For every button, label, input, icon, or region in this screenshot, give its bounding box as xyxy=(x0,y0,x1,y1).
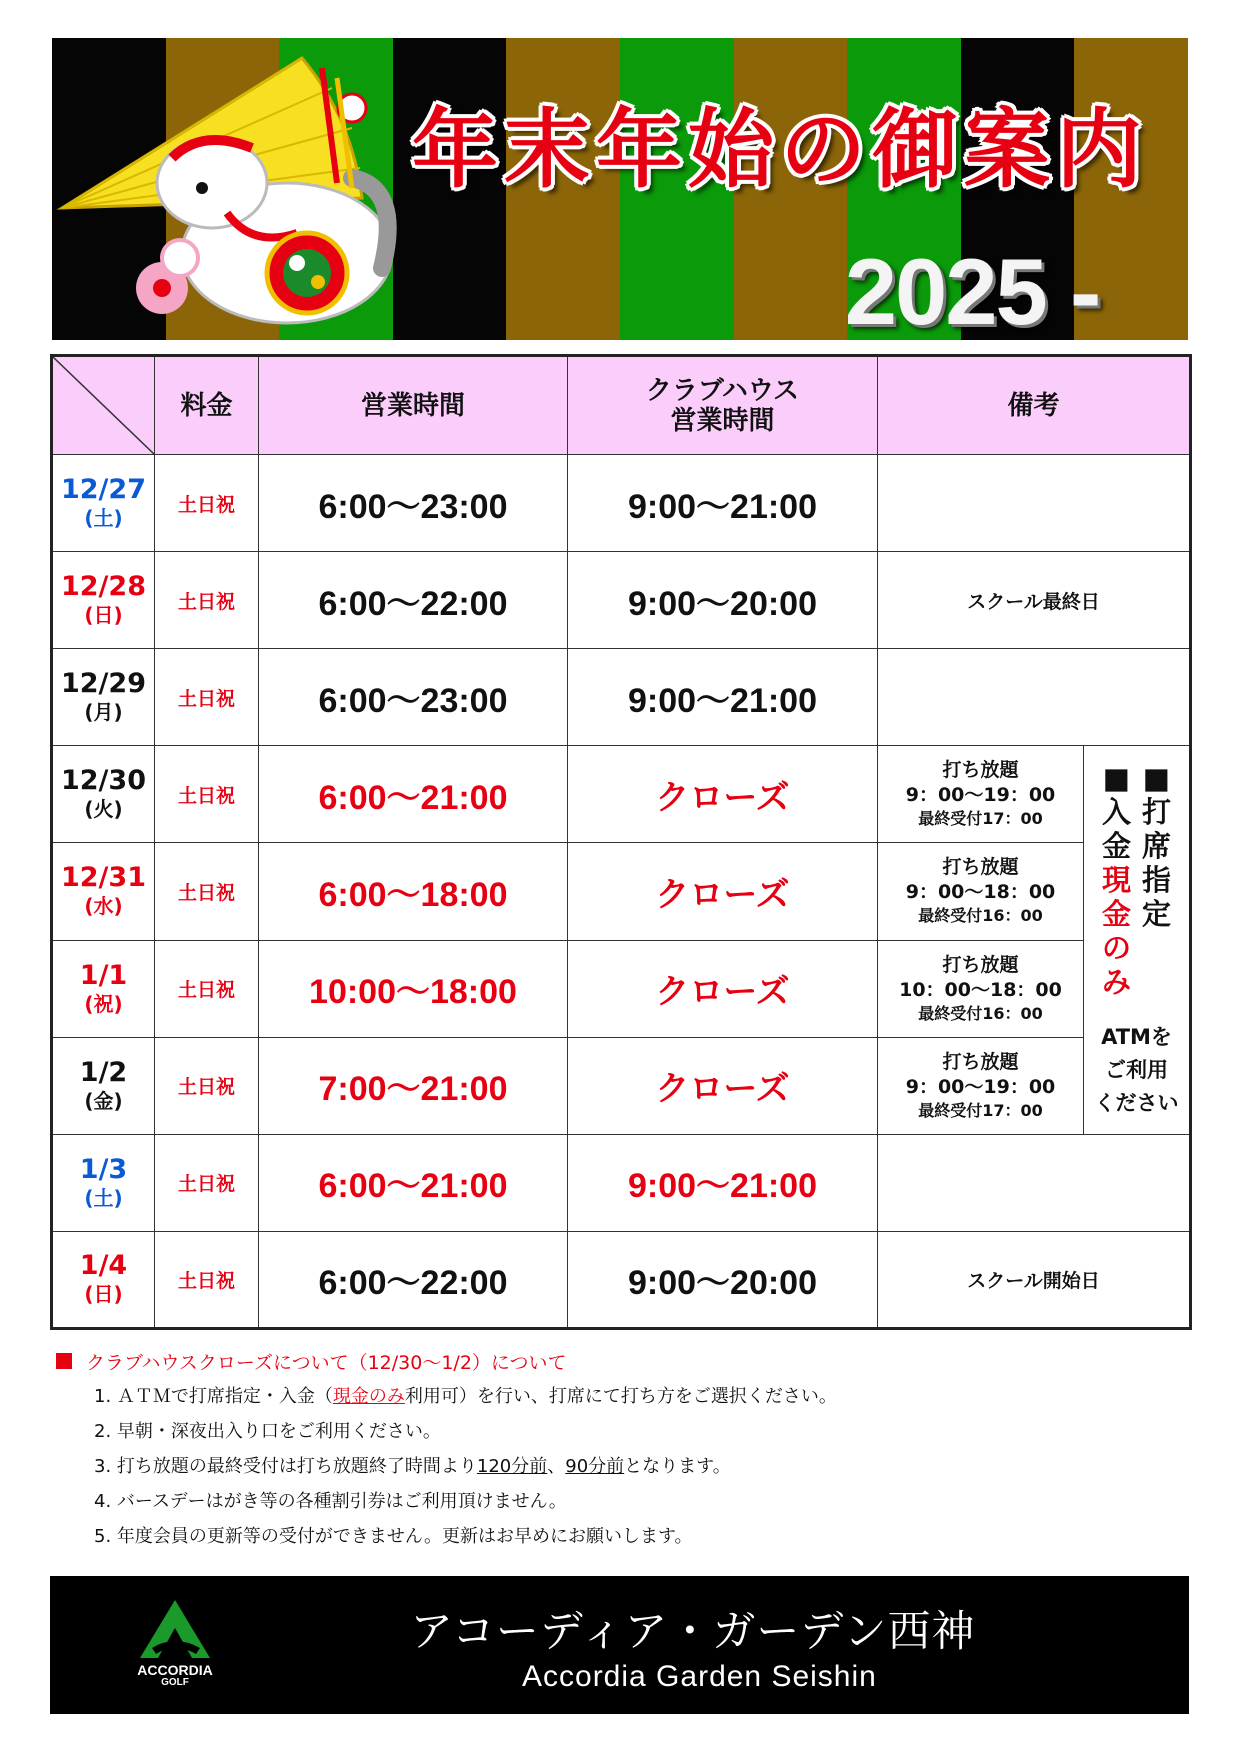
schedule-table xyxy=(50,354,1192,1330)
square-bullet-icon: ■ xyxy=(1102,760,1131,795)
table-row xyxy=(52,1037,1191,1134)
date-cell xyxy=(52,1037,155,1134)
remarks-cell xyxy=(878,455,1191,552)
date-text: 1/1 xyxy=(79,959,128,991)
table-row xyxy=(52,746,1191,843)
clubhouse-cell: 9:00〜21:00 xyxy=(568,455,878,552)
side-char: 指 xyxy=(1141,862,1171,897)
side-char: 席 xyxy=(1141,828,1171,863)
day-text: (日) xyxy=(84,1282,123,1307)
fee-cell: 土日祝 xyxy=(155,1231,259,1328)
notes-list xyxy=(94,1379,1186,1554)
note-item-4: 4. バースデーはがき等の各種割引券はご利用頂けません。 xyxy=(94,1491,567,1512)
buffet-time: 9：00〜19：00 xyxy=(905,784,1056,807)
fee-cell: 土日祝 xyxy=(155,1134,259,1231)
fee-cell: 土日祝 xyxy=(155,940,259,1037)
buffet-title: 打ち放題 xyxy=(942,856,1019,879)
buffet-time: 9：00〜19：00 xyxy=(905,1075,1056,1098)
side-char: 金 xyxy=(1101,828,1131,863)
remarks-cell: スクール開始日 xyxy=(878,1231,1191,1328)
day-text: (月) xyxy=(84,700,123,725)
clubhouse-cell: 9:00〜20:00 xyxy=(568,1231,878,1328)
date-cell xyxy=(52,649,155,746)
note-1-cash-only: 現金のみ xyxy=(332,1386,405,1407)
date-cell xyxy=(52,746,155,843)
note-item-5: 5. 年度会員の更新等の受付ができません。更新はお早めにお願いします。 xyxy=(94,1526,693,1547)
note-item-3 xyxy=(94,1449,1186,1484)
table-row xyxy=(52,455,1191,552)
banner-years: 2025 - xyxy=(844,239,1100,340)
table-row xyxy=(52,843,1191,940)
buffet-last-entry: 最終受付16：00 xyxy=(918,1003,1043,1023)
side-char-red: の xyxy=(1101,930,1131,965)
table-header-row xyxy=(52,356,1191,455)
buffet-cell xyxy=(878,940,1084,1037)
hours-cell: 7:00〜21:00 xyxy=(259,1037,568,1134)
note-item-2: 2. 早朝・深夜出入り口をご利用ください。 xyxy=(94,1421,441,1442)
hours-cell: 6:00〜21:00 xyxy=(259,746,568,843)
buffet-cell xyxy=(878,746,1084,843)
day-text: (金) xyxy=(84,1088,123,1113)
diagonal-line xyxy=(53,357,154,454)
date-text: 12/28 xyxy=(60,571,146,603)
date-cell xyxy=(52,552,155,649)
fee-cell: 土日祝 xyxy=(155,455,259,552)
fee-cell: 土日祝 xyxy=(155,552,259,649)
date-text: 12/27 xyxy=(60,474,146,506)
logo-text: ACCORDIA xyxy=(137,1662,213,1678)
side-char: 定 xyxy=(1141,896,1171,931)
clubhouse-cell: クローズ xyxy=(568,1037,878,1134)
side-char: 打 xyxy=(1141,794,1171,829)
day-text: (祝) xyxy=(84,991,123,1016)
facility-name-en: Accordia Garden Seishin xyxy=(522,1660,877,1693)
date-cell xyxy=(52,940,155,1037)
logo-subtext: GOLF xyxy=(161,1677,189,1688)
fee-cell: 土日祝 xyxy=(155,746,259,843)
date-text: 1/2 xyxy=(79,1056,128,1088)
date-text: 12/30 xyxy=(60,765,146,797)
buffet-time: 9：00〜18：00 xyxy=(905,881,1056,904)
table-row xyxy=(52,1231,1191,1328)
buffet-time: 10：00〜18：00 xyxy=(899,978,1062,1001)
note-3-120min: 120分前 xyxy=(476,1456,548,1477)
date-text: 1/4 xyxy=(79,1250,128,1282)
header-fee: 料金 xyxy=(155,356,259,455)
date-cell xyxy=(52,455,155,552)
buffet-last-entry: 最終受付16：00 xyxy=(918,906,1043,926)
note-3-text: 3. 打ち放題の最終受付は打ち放題終了時間より xyxy=(94,1456,477,1477)
clubhouse-cell: 9:00〜21:00 xyxy=(568,649,878,746)
table-row xyxy=(52,552,1191,649)
atm-line: ください xyxy=(1094,1090,1179,1115)
note-3-text-end: となります。 xyxy=(624,1456,731,1477)
clubhouse-cell: クローズ xyxy=(568,940,878,1037)
notes-section xyxy=(56,1346,1186,1554)
accordia-logo xyxy=(116,1598,234,1698)
fee-cell: 土日祝 xyxy=(155,649,259,746)
buffet-title: 打ち放題 xyxy=(942,953,1019,976)
notes-heading xyxy=(56,1346,1186,1376)
header-clubhouse-line1: クラブハウス xyxy=(645,375,800,406)
buffet-cell xyxy=(878,843,1084,940)
buffet-last-entry: 最終受付17：00 xyxy=(918,1100,1043,1120)
table-row xyxy=(52,649,1191,746)
remarks-cell xyxy=(878,649,1191,746)
hours-cell: 6:00〜23:00 xyxy=(259,455,568,552)
table-row xyxy=(52,940,1191,1037)
date-text: 12/29 xyxy=(60,668,146,700)
side-char-red: 現 xyxy=(1101,862,1131,897)
square-bullet-icon xyxy=(56,1353,72,1369)
side-char-red: み xyxy=(1101,964,1131,999)
header-clubhouse xyxy=(568,356,878,455)
date-cell xyxy=(52,843,155,940)
hours-cell: 6:00〜21:00 xyxy=(259,1134,568,1231)
facility-name-jp: アコーディア・ガーデン西神 xyxy=(410,1607,976,1657)
hours-cell: 10:00〜18:00 xyxy=(259,940,568,1037)
atm-side-note xyxy=(1084,746,1191,1134)
day-text: (日) xyxy=(84,603,123,628)
buffet-title: 打ち放題 xyxy=(942,1050,1019,1073)
header-clubhouse-line2: 営業時間 xyxy=(670,405,775,436)
banner xyxy=(52,38,1188,340)
buffet-cell xyxy=(878,1037,1084,1134)
note-3-sep: 、 xyxy=(547,1456,566,1477)
day-text: (土) xyxy=(84,506,123,531)
banner-title: 年末年始の御案内 xyxy=(412,99,1148,200)
date-text: 1/3 xyxy=(79,1153,128,1185)
clubhouse-cell: クローズ xyxy=(568,746,878,843)
buffet-last-entry: 最終受付17：00 xyxy=(918,809,1043,829)
side-col-left xyxy=(1100,761,1134,999)
square-bullet-icon: ■ xyxy=(1142,760,1171,795)
remarks-cell xyxy=(878,1134,1191,1231)
hours-cell: 6:00〜23:00 xyxy=(259,649,568,746)
date-cell xyxy=(52,1231,155,1328)
side-char: 入 xyxy=(1101,794,1131,829)
note-1-text: 1. ＡＴＭで打席指定・入金（ xyxy=(94,1386,333,1407)
note-item-1 xyxy=(94,1379,1186,1414)
header-remarks: 備考 xyxy=(878,356,1191,455)
clubhouse-cell: 9:00〜20:00 xyxy=(568,552,878,649)
accordia-a-icon xyxy=(138,1598,212,1660)
footer xyxy=(50,1576,1189,1714)
fee-cell: 土日祝 xyxy=(155,1037,259,1134)
table-row xyxy=(52,1134,1191,1231)
corner-cell xyxy=(52,356,155,455)
day-text: (土) xyxy=(84,1185,123,1210)
day-text: (火) xyxy=(84,797,123,822)
note-1-text-end: 利用可）を行い、打席にて打ち方をご選択ください。 xyxy=(404,1386,837,1407)
atm-line: ご利用 xyxy=(1105,1057,1168,1082)
note-3-90min: 90分前 xyxy=(565,1456,625,1477)
header-hours: 営業時間 xyxy=(259,356,568,455)
hours-cell: 6:00〜22:00 xyxy=(259,552,568,649)
side-char-red: 金 xyxy=(1101,896,1131,931)
hours-cell: 6:00〜22:00 xyxy=(259,1231,568,1328)
atm-line: ATMを xyxy=(1101,1024,1172,1049)
hours-cell: 6:00〜18:00 xyxy=(259,843,568,940)
fee-cell: 土日祝 xyxy=(155,843,259,940)
clubhouse-cell: クローズ xyxy=(568,843,878,940)
day-text: (水) xyxy=(84,894,123,919)
clubhouse-cell: 9:00〜21:00 xyxy=(568,1134,878,1231)
date-cell xyxy=(52,1134,155,1231)
side-col-right xyxy=(1140,761,1174,999)
buffet-title: 打ち放題 xyxy=(942,759,1019,782)
date-text: 12/31 xyxy=(60,862,146,894)
notes-heading-text: クラブハウスクローズについて（12/30〜1/2）について xyxy=(86,1351,567,1374)
remarks-cell: スクール最終日 xyxy=(878,552,1191,649)
